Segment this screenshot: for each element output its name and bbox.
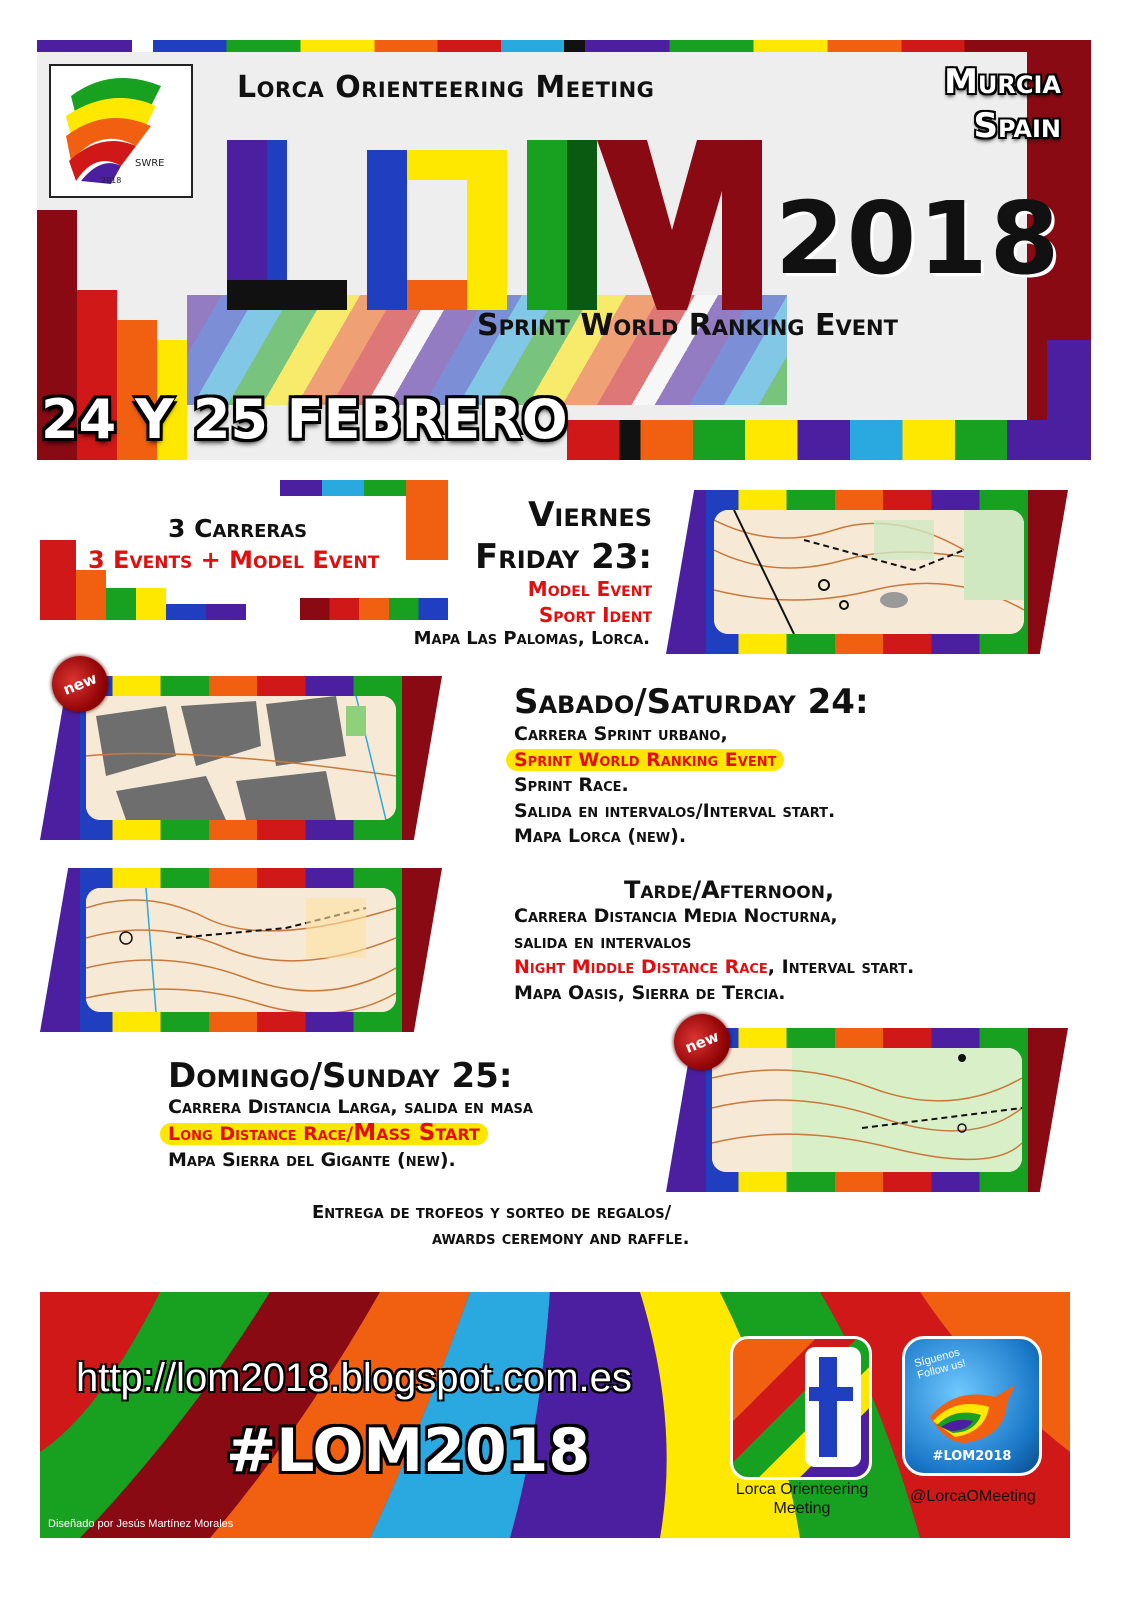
twitter-icon [902,1336,1042,1476]
intro-block [106,588,166,620]
saturday-line2-highlight: Sprint World Ranking Event [506,749,784,771]
terrain-map-icon [86,888,396,1012]
saturday-map-inner [86,696,396,820]
intro-line1: 3 Carreras [168,514,308,543]
intro-block [406,480,448,560]
footer-banner [40,1292,1070,1538]
new-badge-sunday: new [666,1006,739,1079]
friday-items [460,576,652,628]
event-year: 2018 [775,180,1062,297]
afternoon-map-image [40,868,442,1032]
friday-map-image [666,490,1068,654]
afternoon-line4: Mapa Oasis, Sierra de Tercia. [514,981,786,1004]
facebook-link[interactable] [730,1336,870,1478]
twitter-link[interactable] [902,1336,1042,1478]
saturday-title: Sabado/Saturday 24: [514,682,869,722]
afternoon-title: Tarde/Afternoon, [624,876,835,904]
intro-block [76,570,106,620]
bottom-color-stripe [567,420,1091,460]
saturday-line3: Sprint Race. [514,774,629,796]
sunday-line2a: Long Distance Race/ [168,1123,354,1145]
twitter-follow-text: Síguenos Follow us! [913,1346,968,1382]
friday-map-inner [714,510,1024,634]
orienteering-map-icon [714,510,1024,634]
friday-item-sportident: Sport Ident [538,603,652,627]
urban-map-icon [86,696,396,820]
hashtag: #LOM2018 [226,1416,591,1486]
saturday-line4: Salida en intervalos/Interval start. [514,799,836,822]
twitter-label: @LorcaOMeeting [910,1488,1036,1505]
logo-badge-text: SWRE [135,158,165,169]
friday-title [460,494,652,578]
intro-block [40,540,76,620]
lom-logo [49,64,193,198]
intro-block [166,604,246,620]
afternoon-map-inner [86,888,396,1012]
new-badge: new [44,648,117,721]
location [944,60,1061,148]
bird-icon [925,1377,1021,1447]
friday-title-es: Viernes [528,495,652,535]
location-country: Spain [973,106,1061,146]
awards-line1: Entrega de trofeos y sorteo de regalos/ [312,1202,672,1223]
saturday-details [514,722,835,850]
location-city: Murcia [944,62,1061,102]
event-title: Lorca Orienteering Meeting [237,70,655,105]
designer-credit: Diseñado por Jesús Martínez Morales [48,1518,234,1530]
friday-item-model: Model Event [527,577,652,601]
sunday-details [168,1094,533,1173]
saturday-line5: Mapa Lorca (new). [514,825,687,847]
logo-badge-year: 2018 [101,176,122,185]
top-color-stripe [37,40,1091,52]
forest-map-icon [712,1048,1022,1172]
afternoon-details [514,904,914,1006]
event-subtitle: Sprint World Ranking Event [477,308,898,343]
header-banner [37,40,1091,460]
intro-block [300,598,448,620]
blog-url-link[interactable]: http://lom2018.blogspot.com.es [76,1356,632,1400]
saturday-line1: Carrera Sprint urbano, [514,723,728,745]
lom-logo-letters [217,120,777,320]
afternoon-line3-rest: , Interval start. [767,956,915,978]
sunday-line2b: Mass Start [353,1120,480,1146]
intro-box [40,480,448,620]
awards-line2: awards ceremony and raffle. [432,1228,690,1249]
sunday-line3: Mapa Sierra del Gigante (new). [168,1149,456,1171]
sunday-title: Domingo/Sunday 25: [168,1056,513,1096]
facebook-label: Lorca Orienteering Meeting [735,1481,869,1517]
sunday-map-inner [712,1048,1022,1172]
friday-title-en: Friday 23: [475,537,652,577]
event-dates: 24 Y 25 FEBRERO [41,388,568,451]
afternoon-line1: Carrera Distancia Media Nocturna, [514,905,838,927]
afternoon-line3-red: Night Middle Distance Race [514,956,768,978]
intro-line2: 3 Events + Model Event [88,546,380,574]
friday-map: Mapa Las Palomas, Lorca. [413,628,650,649]
facebook-icon [730,1336,872,1480]
sunday-line1: Carrera Distancia Larga, salida en masa [168,1096,533,1118]
twitter-badge: #LOM2018 [932,1449,1012,1464]
afternoon-line2: salida en intervalos [514,930,692,953]
